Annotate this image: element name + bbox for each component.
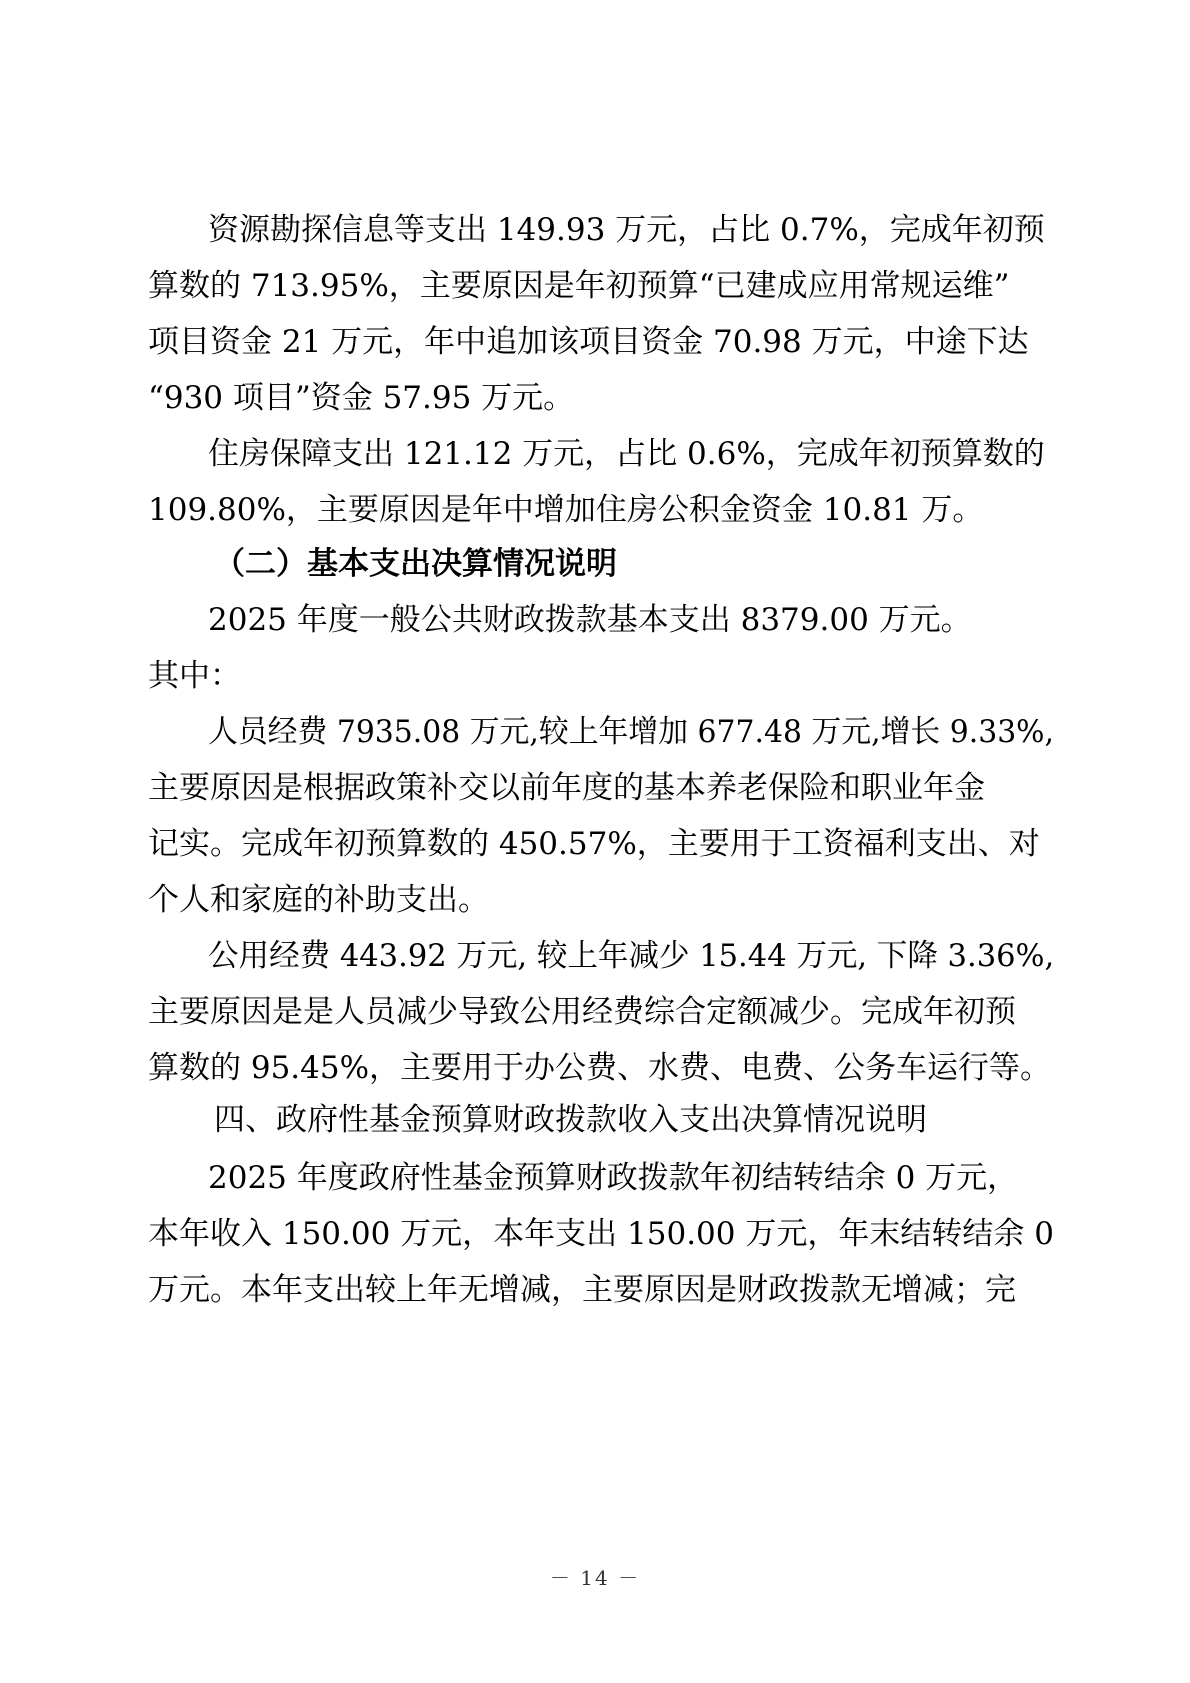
paragraph-line: 算数的 95.45%，主要用于办公费、水费、电费、公务车运行等。 — [148, 1050, 1052, 1086]
paragraph-line: 算数的 713.95%，主要原因是年初预算“已建成应用常规运维” — [148, 268, 1010, 304]
paragraph-line: 公用经费 443.92 万元, 较上年减少 15.44 万元, 下降 3.36%, — [208, 938, 1055, 974]
section-heading: 四、政府性基金预算财政拨款收入支出决算情况说明 — [214, 1102, 927, 1138]
paragraph-line: 项目资金 21 万元，年中追加该项目资金 70.98 万元，中途下达 — [148, 324, 1029, 360]
paragraph-line: 资源勘探信息等支出 149.93 万元，占比 0.7%，完成年初预 — [208, 212, 1045, 248]
page-number: － 14 － — [549, 1566, 641, 1590]
paragraph-line: 2025 年度政府性基金预算财政拨款年初结转结余 0 万元， — [208, 1160, 1019, 1196]
paragraph-line: 2025 年度一般公共财政拨款基本支出 8379.00 万元。 — [208, 602, 972, 638]
paragraph-line: 人员经费 7935.08 万元,较上年增加 677.48 万元,增长 9.33%, — [208, 714, 1055, 750]
paragraph-line: “930 项目”资金 57.95 万元。 — [148, 380, 575, 416]
paragraph-line: 万元。本年支出较上年无增减，主要原因是财政拨款无增减；完 — [148, 1272, 1016, 1308]
paragraph-line: 个人和家庭的补助支出。 — [148, 882, 489, 918]
paragraph-line: 本年收入 150.00 万元，本年支出 150.00 万元，年末结转结余 0 — [148, 1216, 1054, 1252]
paragraph-line: 住房保障支出 121.12 万元，占比 0.6%，完成年初预算数的 — [208, 436, 1045, 472]
paragraph-line: 主要原因是是人员减少导致公用经费综合定额减少。完成年初预 — [148, 994, 1016, 1030]
paragraph-line: 其中： — [148, 658, 241, 694]
paragraph-line: 主要原因是根据政策补交以前年度的基本养老保险和职业年金 — [148, 770, 985, 806]
paragraph-line: 109.80%，主要原因是年中增加住房公积金资金 10.81 万。 — [148, 492, 984, 528]
paragraph-line: 记实。完成年初预算数的 450.57%，主要用于工资福利支出、对 — [148, 826, 1040, 862]
section-heading: （二）基本支出决算情况说明 — [214, 546, 617, 582]
